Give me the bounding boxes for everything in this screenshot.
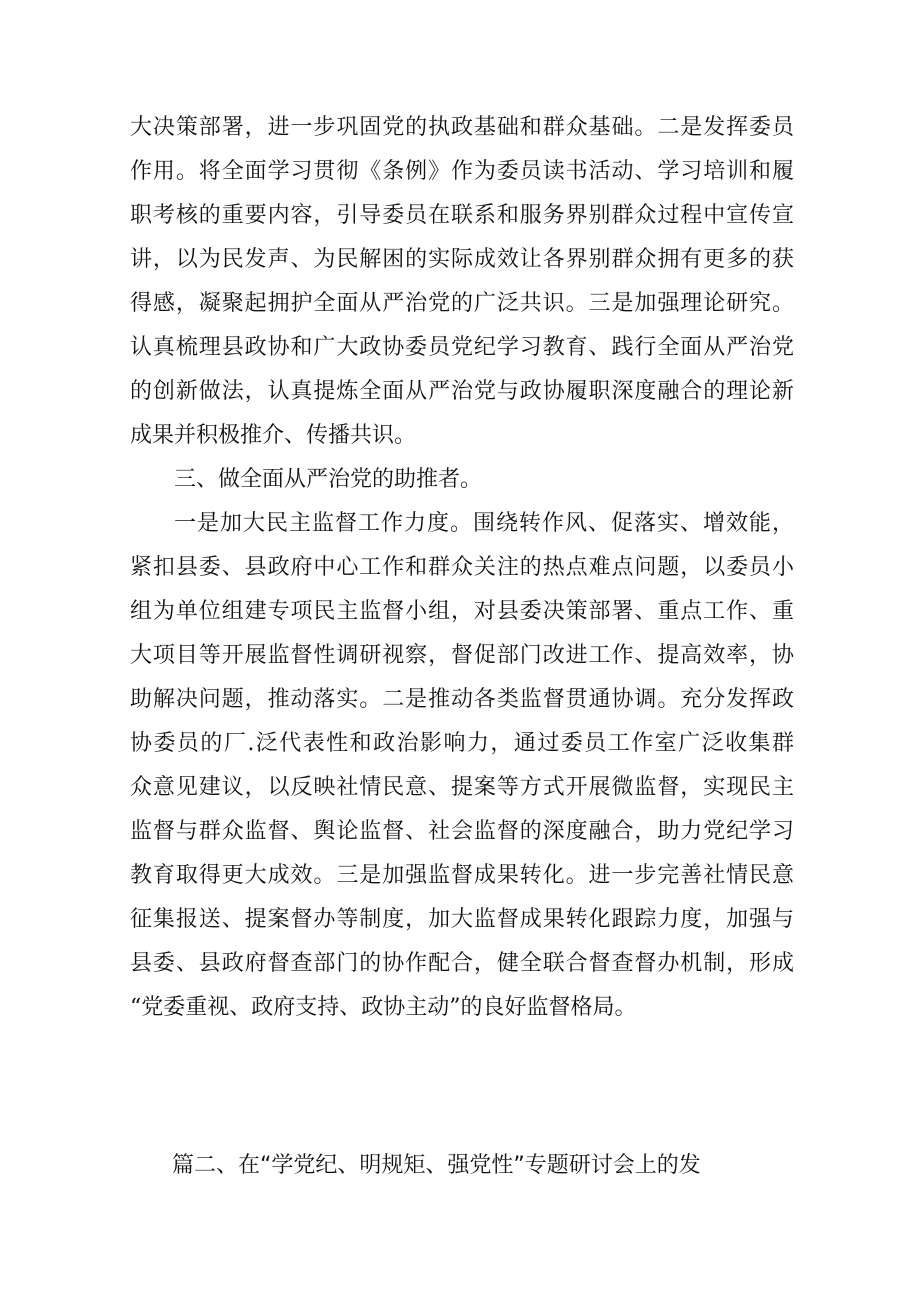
- text-line: 紧扣县委、县政府中心工作和群众关注的热点难点问题，以委员小: [130, 555, 794, 580]
- text-line: 得感，凝聚起拥护全面从严治党的广泛共识。三是加强理论研究。: [130, 291, 794, 316]
- text-line: 的创新做法，认真提炼全面从严治党与政协履职深度融合的理论新: [130, 379, 794, 404]
- text-line: 教育取得更大成效。三是加强监督成果转化。进一步完善社情民意: [130, 863, 794, 888]
- text-line: 大决策部署，进一步巩固党的执政基础和群众基础。二是发挥委员: [130, 115, 794, 140]
- article-heading: 篇二、在“学党纪、明规矩、强党性”专题研讨会上的发: [172, 1153, 701, 1178]
- text-line: 讲，以为民发声、为民解困的实际成效让各界别群众拥有更多的获: [130, 247, 794, 272]
- text-line: 大项目等开展监督性调研视察，督促部门改进工作、提高效率，协: [130, 643, 794, 668]
- text-line: 协委员的厂.泛代表性和政治影响力，通过委员工作室广泛收集群: [130, 731, 794, 756]
- paragraph-continuation: [130, 106, 794, 458]
- text-line: 组为单位组建专项民主监督小组，对县委决策部署、重点工作、重: [130, 599, 794, 624]
- text-line: 一是加大民主监督工作力度。围绕转作风、促落实、增效能，: [174, 511, 794, 536]
- text-line: 作用。将全面学习贯彻《条例》作为委员读书活动、学习培训和履: [130, 159, 794, 184]
- text-line: 众意见建议，以反映社情民意、提案等方式开展微监督，实现民主: [130, 775, 794, 800]
- text-line: 成果并积极推介、传播共识。: [130, 423, 417, 448]
- paragraph-supervision: [130, 502, 794, 1030]
- text-line: “党委重视、政府支持、政协主动”的良好监督格局。: [130, 995, 637, 1020]
- section-heading-three: [130, 458, 794, 502]
- text-line: 县委、县政府督查部门的协作配合，健全联合督查督办机制，形成: [130, 951, 794, 976]
- text-line: 征集报送、提案督办等制度，加大监督成果转化跟踪力度，加强与: [130, 907, 794, 932]
- text-line: 职考核的重要内容，引导委员在联系和服务界别群众过程中宣传宣: [130, 203, 794, 228]
- text-line: 三、做全面从严治党的助推者。: [174, 467, 483, 492]
- text-line: 助解决问题，推动落实。二是推动各类监督贯通协调。充分发挥政: [130, 687, 794, 712]
- text-line: 认真梳理县政协和广大政协委员党纪学习教育、践行全面从严治党: [130, 335, 794, 360]
- text-line: 监督与群众监督、舆论监督、社会监督的深度融合，助力党纪学习: [130, 819, 794, 844]
